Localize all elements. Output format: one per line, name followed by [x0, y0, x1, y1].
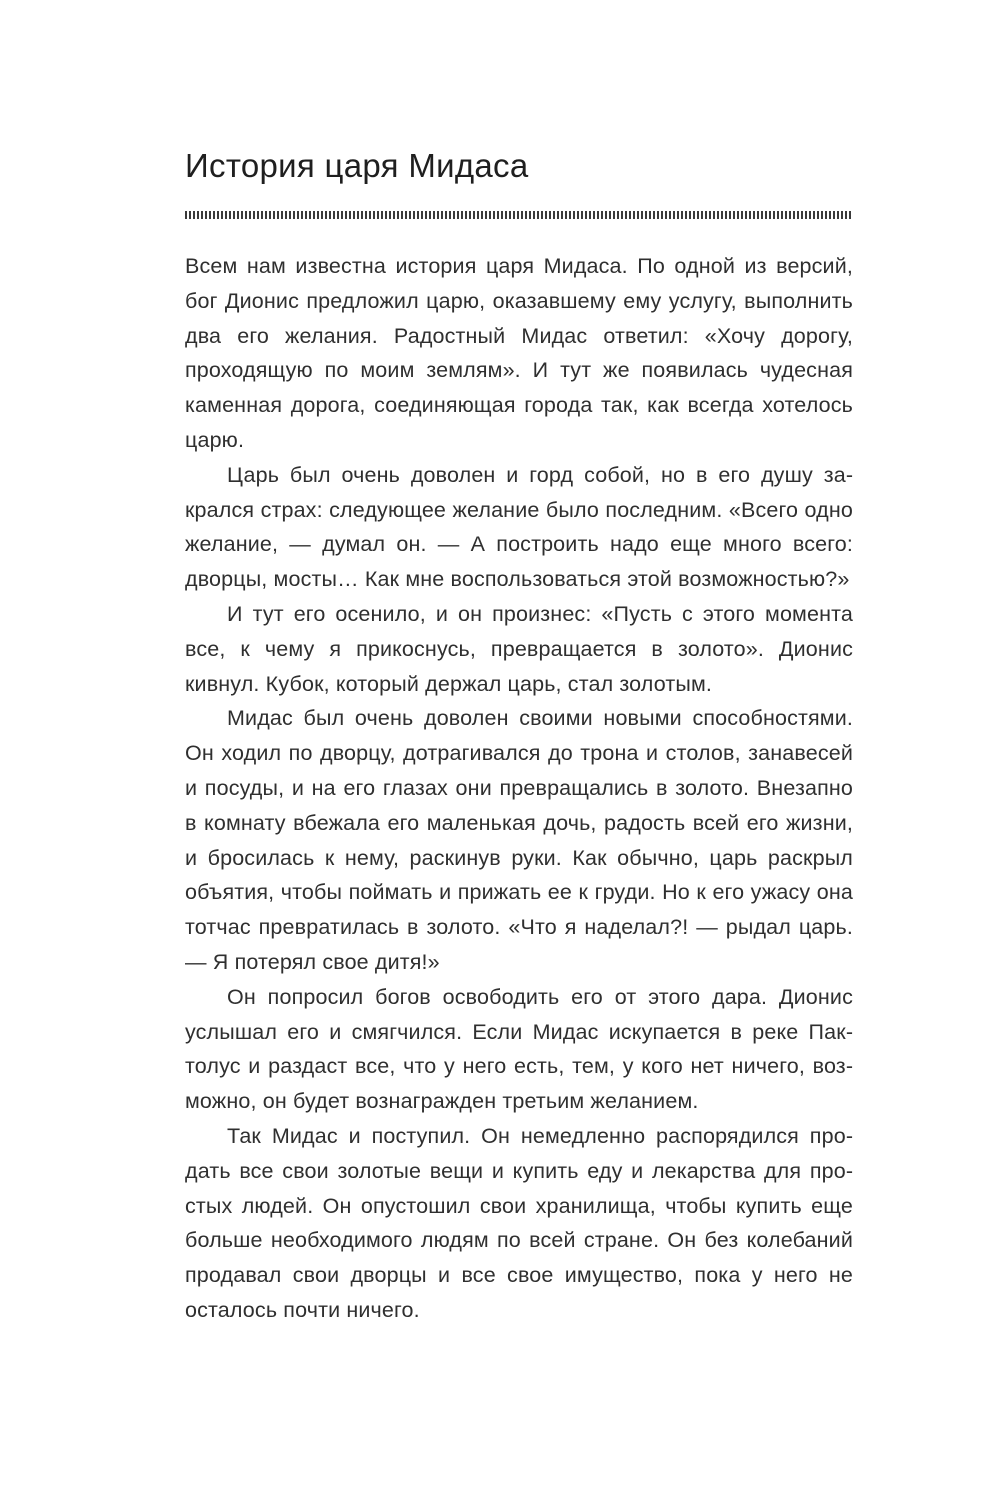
paragraph-1: Всем нам известна история царя Мидаса. По одной из версий, бог Дионис предложил царю, оказавшему ему услугу, выполнить два его желания. Радостный Мидас ответил: «Хочу дорогу, проходящую по моим землям». И тут же появилась чудесная каменная дорога, соединяющая города так, как всегда хотелось царю. — [185, 254, 853, 452]
chapter-title: История царя Мидаса — [185, 147, 529, 184]
dotted-divider — [185, 211, 853, 219]
paragraph-5: Он попросил богов освободить его от этого дара. Дионис услышал его и смягчился. Если Мидас искупается в реке Пактолус и раздаст все, что у него есть, тем, у кого нет ничего, возможно, он будет вознагражден третьим желанием. — [185, 984, 853, 1114]
paragraph-6: Так Мидас и поступил. Он немедленно распорядился продать все свои золотые вещи и купить еду и лекарства для простых людей. Он опустошил свои хранилища, чтобы купить еще больше необходимого людям по всей стране. Он без колебаний продавал свои дворцы и все свое имущество, пока у него не осталось почти ничего. — [185, 1123, 853, 1322]
paragraph-3: И тут его осенило, и он произнес: «Пусть с этого момента все, к чему я прикоснусь, превращается в золото». Дионис кивнул. Кубок, который держал царь, стал золотым. — [185, 601, 853, 696]
chapter-body — [185, 249, 853, 1328]
paragraph-4: Мидас был очень доволен своими новыми способностями. Он ходил по дворцу, дотрагивался до трона и столов, занавесей и посуды, и на его глазах они превращались в золото. Внезапно в комнату вбежала его маленькая дочь, радость всей его жизни, и бросилась к нему, раскинув руки. Как обычно, царь раскрыл объятия, чтобы поймать и прижать ее к груди. Но к его ужасу она тотчас превратилась в золото. «Что я наделал?! — рыдал царь. — Я потерял свое дитя!» — [185, 706, 853, 974]
paragraph-2: Царь был очень доволен и горд собой, но в его душу закрался страх: следующее желание было последним. «Всего одно желание, — думал он. — А построить надо еще много всего: дворцы, мосты… Как мне воспользоваться этой возможностью?» — [185, 462, 853, 592]
